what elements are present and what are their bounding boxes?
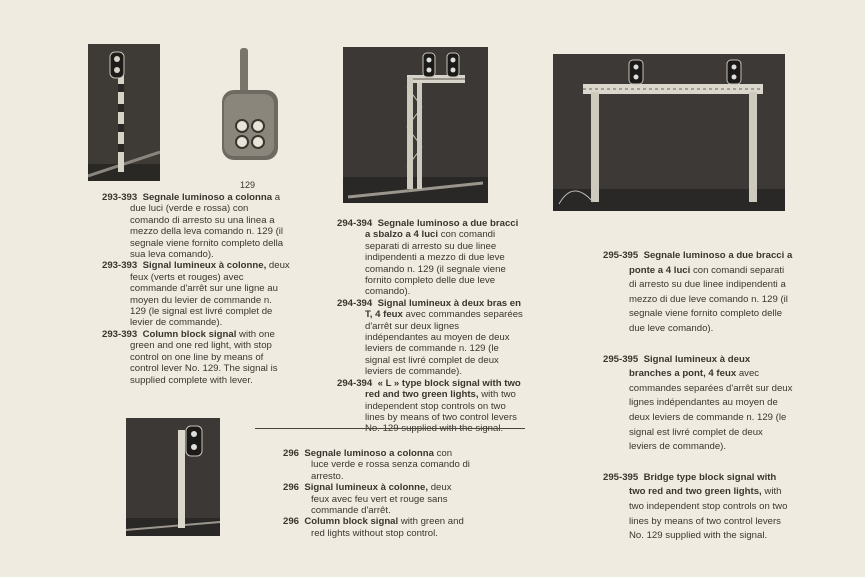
l-type-signal-photo: [343, 47, 488, 203]
entry-295-395-fr: 295-395 Signal lumineux à deux branches a pont, 4 feux avec commandes separées d'arrêt sur deux lignes indépendantes au moyen de deux leviers de commande n. 129 (le signal est livré complet de deux leviers de commande).: [603, 353, 793, 453]
bridge-signal-photo: [553, 54, 785, 211]
right-text-column: [603, 249, 793, 544]
entry-295-395-en: 295-395 Bridge type block signal with two red and two green lights, with two independent stop controls on two lines by means of two control levers No. 129 supplied with the signal.: [603, 471, 788, 542]
entry-293-393-fr: 293-393 Signal lumineux à colonne, deux feux (verts et rouges) avec commande d'arrêt sur une ligne au moyen du levier de commande n. 129 (le signal est livré complet de levier de commande).: [102, 260, 290, 329]
entry-296-en: 296 Column block signal with green and red lights without stop control.: [283, 516, 464, 539]
control-lever-129-photo: [212, 44, 284, 168]
entry-294-394-en: 294-394 « L » type block signal with two red and two green lights, with two independent stop controls on two lines by means of two control levers: [337, 377, 521, 423]
entry-295-395-it: 295-395 Segnale luminoso a due bracci a ponte a 4 luci con comandi separati di arresto su due linee indipendenti a mezzo di due leve comando n. 129 (il segnale viene fornito completo delle due leve comando).: [603, 250, 793, 334]
section-divider: [255, 428, 525, 429]
lever-caption: 129: [240, 180, 256, 190]
entry-293-393-it: 293-393 Segnale luminoso a colonna a due luci (verde e rossa) con comando di arresto su una linea a mezzo della leva comando n. 129 (il segnale viene fornito completo della sua leva comando).: [102, 192, 284, 261]
entry-294-394-fr: 294-394 Signal lumineux à deux bras en T, 4 feux avec commandes separées d'arrêt sur deux lignes indépendantes au moyen de deux leviers de commande n. 129 (le signal est livré complet de deux leviers de commande).: [337, 297, 523, 378]
bottom-text-column: [283, 448, 471, 539]
entry-296-it: 296 Segnale luminoso a colonna con luce verde e rossa senza comando di arresto.: [283, 448, 470, 482]
left-text-column: [102, 192, 290, 386]
entry-294-394-it: 294-394 Segnale luminoso a due bracci a sbalzo a 4 luci con comandi separati di arresto su due linee indipendenti a mezzo di due leve comando n. 129 (il segnale viene fornito completo delle due leve comando).: [337, 218, 519, 298]
small-column-signal-photo: [126, 418, 220, 536]
entry-296-fr: 296 Signal lumineux à colonne, deux feux avec feu vert et rouge sans commande d'arrêt.: [283, 482, 452, 517]
middle-text-column: [337, 218, 524, 435]
column-signal-photo: [88, 44, 160, 181]
entry-293-393-en: 293-393 Column block signal with one green and one red light, with stop control on one line by means of control lever No. 129. The signal is supplied complete with lever.: [102, 328, 278, 386]
